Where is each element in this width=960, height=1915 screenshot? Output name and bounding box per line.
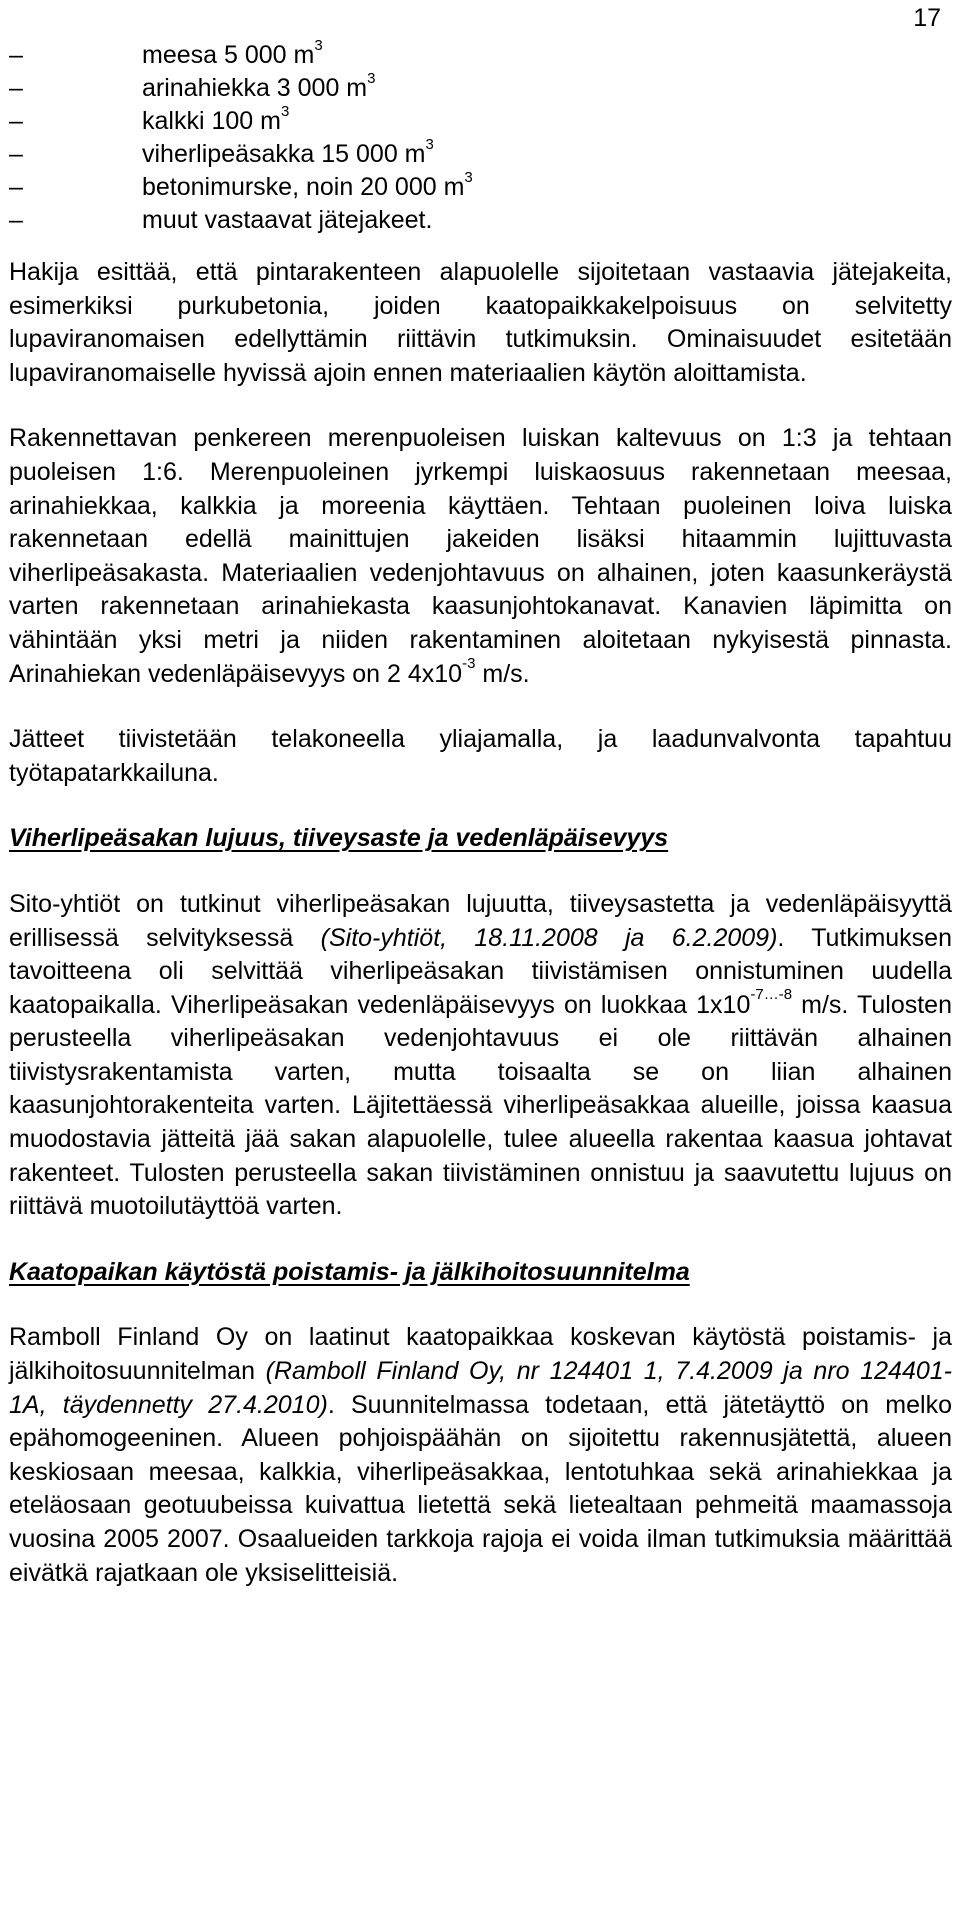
superscript: 3 bbox=[425, 135, 434, 153]
superscript: -3 bbox=[462, 655, 476, 673]
dash-bullet: – bbox=[9, 74, 23, 102]
superscript: -7…-8 bbox=[750, 986, 793, 1004]
dash-bullet: – bbox=[9, 107, 23, 135]
dash-bullet: – bbox=[9, 140, 23, 168]
list-item bbox=[9, 204, 949, 237]
list-item bbox=[9, 102, 949, 138]
page-number: 17 bbox=[913, 4, 941, 32]
list-item bbox=[9, 36, 949, 72]
body-text bbox=[9, 256, 952, 1590]
list-item bbox=[9, 69, 949, 105]
document-page bbox=[9, 0, 954, 1915]
section-heading-closure-plan: Kaatopaikan käytöstä poistamis- ja jälkihoitosuunnitelma bbox=[9, 1257, 690, 1286]
superscript: 3 bbox=[280, 102, 290, 120]
material-list bbox=[9, 36, 949, 237]
superscript: 3 bbox=[464, 168, 473, 186]
list-item bbox=[9, 168, 949, 204]
list-item-text: viherlipeäsakka 15 000 $m^3$ bbox=[142, 135, 434, 168]
list-item-text: betonimurske, noin 20 000 $m^3$ bbox=[142, 168, 473, 201]
paragraph-green-liquor-study: Sito-yhtiöt on tutkinut viherlipeäsakan lujuutta, tiiveysastetta ja vedenläpäisyyttä erillisessä selvityksessä (Sito-yhtiöt, 18.11.2008 ja 6.2.2009). Tutkimuksen tavoitteena oli selvittää viherlipeäsakan tiivistämisen onnistuminen uudella kaatopaikalla. Viherlipeäsakan vedenläpäisevyys on luokkaa $1x10^{-7\dots-8}$ m/s. Tulosten perusteella viherlipeäsakan vedenjohtavuus ei ole riittävän alhainen tiivistysrakentamista varten, mutta toisaalta se on liian alhainen kaasunjohtorakenteita varten. Läjitettäessä viherlipeäsakkaa alueille, joissa kaasua muodostavia jätteitä jää sakan alapuolelle, tulee alueella rakentaa kaasua johtavat rakenteet. Tulosten perusteella sakan tiivistäminen onnistuu ja saavutettu lujuus on riittävä muotoilutäyttöä varten. bbox=[9, 889, 952, 1221]
list-item bbox=[9, 135, 949, 171]
dash-bullet: – bbox=[9, 41, 23, 69]
list-item-text: meesa 5 000 $m^3$ bbox=[142, 36, 323, 69]
list-item-text: kalkki 100 $m^3$ bbox=[142, 102, 290, 135]
citation: (Ramboll Finland Oy, nr 124401 1, 7.4.2009 ja nro 124401-1A, täydennetty 27.4.2010) bbox=[9, 1357, 952, 1419]
list-item-text: muut vastaavat jätejakeet. bbox=[142, 206, 433, 234]
citation: (Sito-yhtiöt, 18.11.2008 ja 6.2.2009) bbox=[320, 923, 778, 952]
dash-bullet: – bbox=[9, 173, 23, 201]
superscript: 3 bbox=[314, 36, 323, 54]
dash-bullet: – bbox=[9, 206, 23, 234]
list-item-text: arinahiekka 3 000 $m^3$ bbox=[142, 69, 376, 102]
superscript: 3 bbox=[367, 69, 376, 87]
paragraph-compaction: Jätteet tiivistetään telakoneella yliajamalla, ja laadunvalvonta tapahtuu työtapatarkkailuna. bbox=[9, 725, 952, 787]
paragraph-closure-plan: Ramboll Finland Oy on laatinut kaatopaikkaa koskevan käytöstä poistamis- ja jälkihoitosuunnitelman (Ramboll Finland Oy, nr 124401 1, 7.4.2009 ja nro 124401-1A, täydennetty 27.4.2010). Suunnitelmassa todetaan, että jätetäyttö on melko epähomogeeninen. Alueen pohjoispäähän on sijoitettu rakennusjätettä, alueen keskiosaan meesaa, kalkkia, viherlipeäsakkaa, lentotuhkaa sekä arinahiekkaa ja eteläosaan geotuubeissa kuivattua lietettä sekä lietealtaan pehmeitä maamassoja vuosina 2005 2007. Osaalueiden tarkkoja rajoja ei voida ilman tutkimuksia määrittää eivätkä rajatkaan ole yksiselitteisiä. bbox=[9, 1323, 952, 1587]
section-heading-green-liquor-sludge: Viherlipeäsakan lujuus, tiiveysaste ja vedenläpäisevyys bbox=[9, 824, 669, 853]
paragraph-embankment-slopes: Rakennettavan penkereen merenpuoleisen luiskan kaltevuus on 1:3 ja tehtaan puoleisen 1:6. Merenpuoleinen jyrkempi luiskaosuus rakennetaan meesaa, arinahiekkaa, kalkkia ja moreenia käyttäen. Tehtaan puoleinen loiva luiska rakennetaan edellä mainittujen jakeiden lisäksi hitaammin lujittuvasta viherlipeäsakasta. Materiaalien vedenjohtavuus on alhainen, joten kaasunkeräystä varten rakennetaan arinahiekasta kaasunjohtokanavat. Kanavien läpimitta on vähintään yksi metri ja niiden rakentaminen aloitetaan nykyisestä pinnasta. Arinahiekan vedenläpäisevyys on 2 $4x10^{-3}$ m/s. bbox=[9, 424, 952, 688]
paragraph-applicant-proposal: Hakija esittää, että pintarakenteen alapuolelle sijoitetaan vastaavia jätejakeita, esimerkiksi purkubetonia, joiden kaatopaikkakelpoisuus on selvitetty lupaviranomaisen edellyttämin riittävin tutkimuksin. Ominaisuudet esitetään lupaviranomaiselle hyvissä ajoin ennen materiaalien käytön aloittamista. bbox=[9, 258, 952, 387]
